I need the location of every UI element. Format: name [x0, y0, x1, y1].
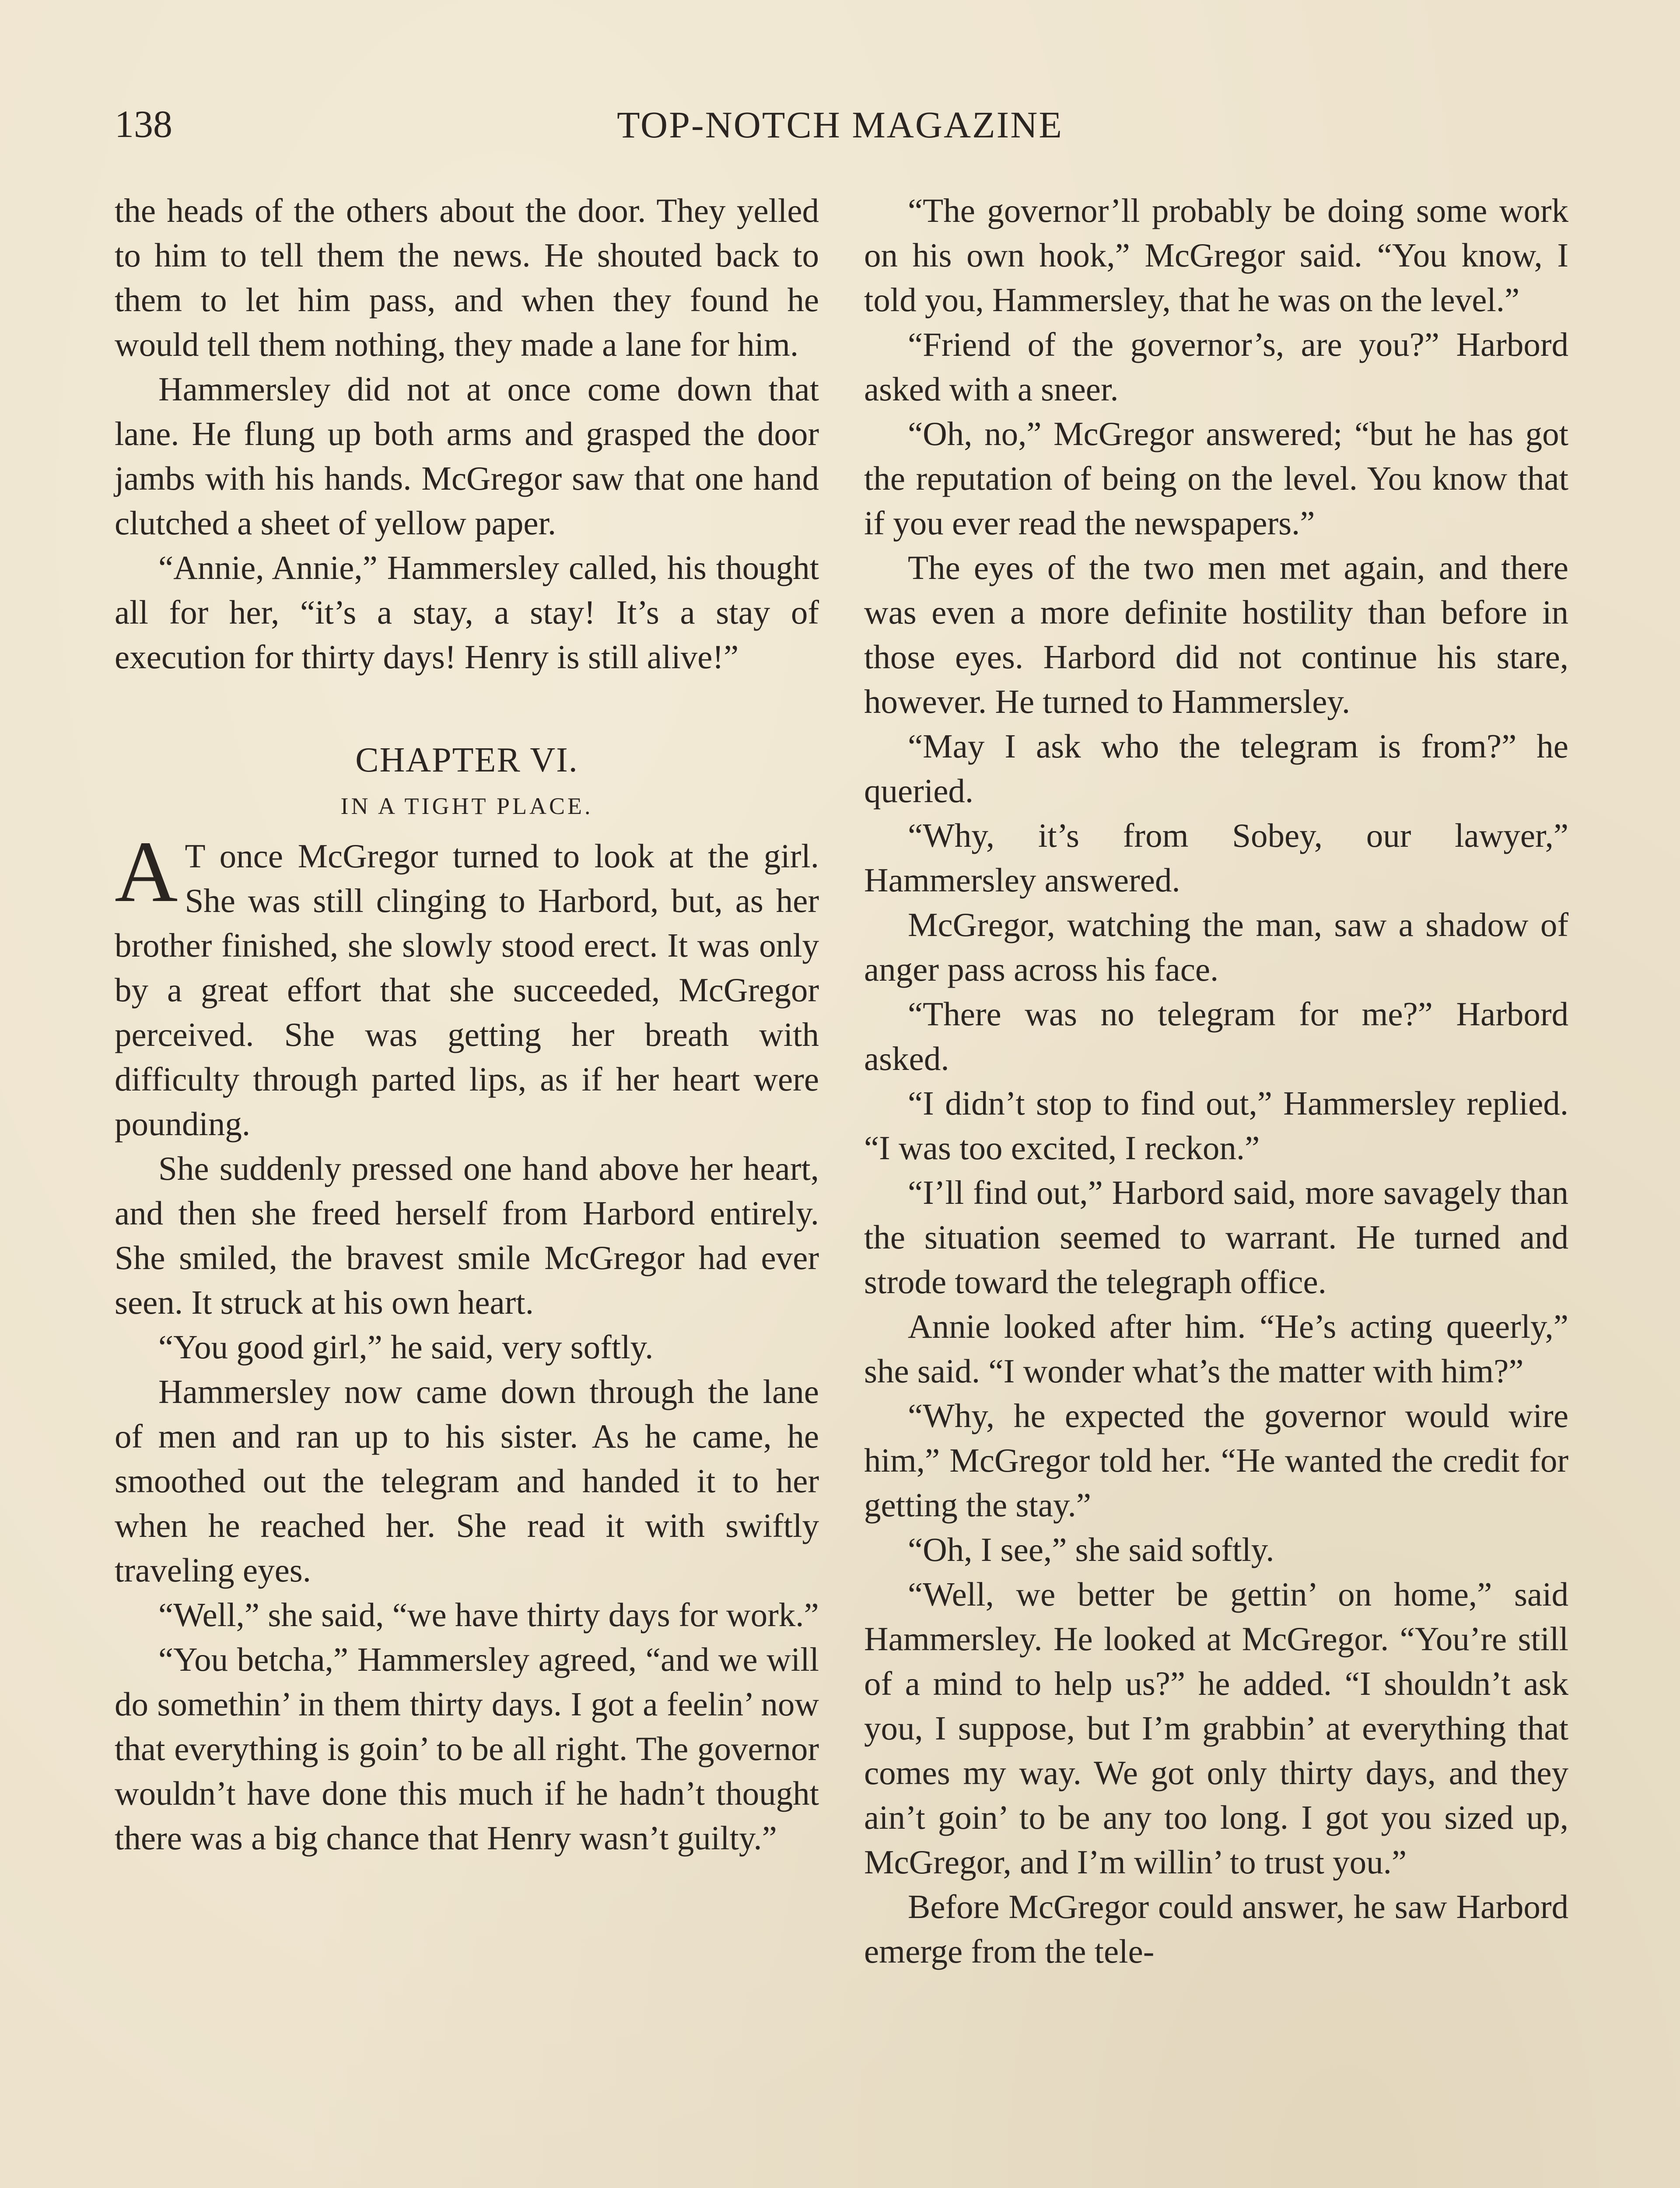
paragraph: “You betcha,” Hammersley agreed, “and we will do somethin’ in them thirty days. I got a feelin’ now that everything is goin’ to be all right. The governor wouldn’t have done this much if he hadn’t thought there was a big chance that Henry wasn’t guilty.”	[115, 1641, 819, 1857]
paragraph: “Oh, no,” McGregor answered; “but he has got the reputation of being on the level. You know that if you ever read the newspapers.”	[864, 415, 1568, 542]
paragraph: Hammersley now came down through the lane of men and ran up to his sister. As he came, he smoothed out the telegram and handed it to her when he reached her. She read it with swiftly traveling eyes.	[115, 1373, 819, 1589]
paragraph: “Friend of the governor’s, are you?” Harbord asked with a sneer.	[864, 326, 1568, 408]
paragraph: Annie looked after him. “He’s acting queerly,” she said. “I wonder what’s the matter with him?”	[864, 1308, 1568, 1390]
paragraph: She suddenly pressed one hand above her heart, and then she freed herself from Harbord entirely. She smiled, the bravest smile McGregor had ever seen. It struck at his own heart.	[115, 1150, 819, 1321]
paragraph: “Why, he expected the governor would wire him,” McGregor told her. “He wanted the credit for getting the stay.”	[864, 1397, 1568, 1524]
drop-cap: A	[115, 824, 178, 920]
paragraph: “Well,” she said, “we have thirty days for work.”	[158, 1596, 819, 1634]
paragraph: “Oh, I see,” she said softly.	[908, 1531, 1274, 1568]
opening-paragraph-text: T once McGregor turned to look at the girl. She was still clinging to Harbord, but, as her brother finished, she slowly stood erect. It was only by a great effort that she succeeded, McGregor perceived. She was getting her breath with difficulty through parted lips, as if her heart were pounding.	[115, 837, 819, 1143]
paragraph: “I didn’t stop to find out,” Hammersley replied. “I was too excited, I reckon.”	[864, 1084, 1568, 1167]
paragraph: “May I ask who the telegram is from?” he queried.	[864, 727, 1568, 810]
chapter-subtitle: IN A TIGHT PLACE.	[340, 793, 593, 819]
paragraph: “You good girl,” he said, very softly.	[158, 1328, 654, 1366]
paragraph: “The governor’ll probably be doing some work on his own hook,” McGregor said. “You know, I told you, Hammersley, that he was on the level.”	[864, 192, 1568, 319]
page-number: 138	[115, 103, 172, 146]
right-column	[864, 188, 1568, 2188]
paragraph: “Annie, Annie,” Hammersley called, his thought all for her, “it’s a stay, a stay! It’s a stay of execution for thirty days! Henry is still alive!”	[115, 549, 819, 676]
page-header	[115, 98, 1565, 151]
paragraph: Before McGregor could answer, he saw Harbord emerge from the tele-	[864, 1888, 1568, 1970]
opening-paragraph	[115, 824, 819, 1146]
running-title: TOP-NOTCH MAGAZINE	[617, 104, 1063, 146]
chapter-title: CHAPTER VI.	[355, 741, 578, 779]
paragraph: The eyes of the two men met again, and there was even a more definite hostility than before in those eyes. Harbord did not continue his stare, however. He turned to Hammersley.	[864, 549, 1568, 720]
paragraph: McGregor, watching the man, saw a shadow of anger pass across his face.	[864, 906, 1568, 988]
paragraph: “Well, we better be gettin’ on home,” said Hammersley. He looked at McGregor. “You’re still of a mind to help us?” he added. “I shouldn’t ask you, I suppose, but I’m grabbin’ at everything that comes my way. We got only thirty days, and they ain’t goin’ to be any too long. I got you sized up, McGregor, and I’m willin’ to trust you.”	[864, 1575, 1568, 1881]
left-column	[115, 188, 819, 2188]
paragraph: Hammersley did not at once come down that lane. He flung up both arms and grasped the door jambs with his hands. McGregor saw that one hand clutched a sheet of yellow paper.	[115, 370, 819, 542]
paragraph: the heads of the others about the door. They yelled to him to tell them the news. He shouted back to them to let him pass, and when they found he would tell them nothing, they made a lane for him.	[115, 192, 819, 363]
paragraph: “I’ll find out,” Harbord said, more savagely than the situation seemed to warrant. He turned and strode toward the telegraph office.	[864, 1174, 1568, 1301]
paragraph: “There was no telegram for me?” Harbord asked.	[864, 995, 1568, 1077]
paragraph: “Why, it’s from Sobey, our lawyer,” Hammersley answered.	[864, 817, 1568, 899]
